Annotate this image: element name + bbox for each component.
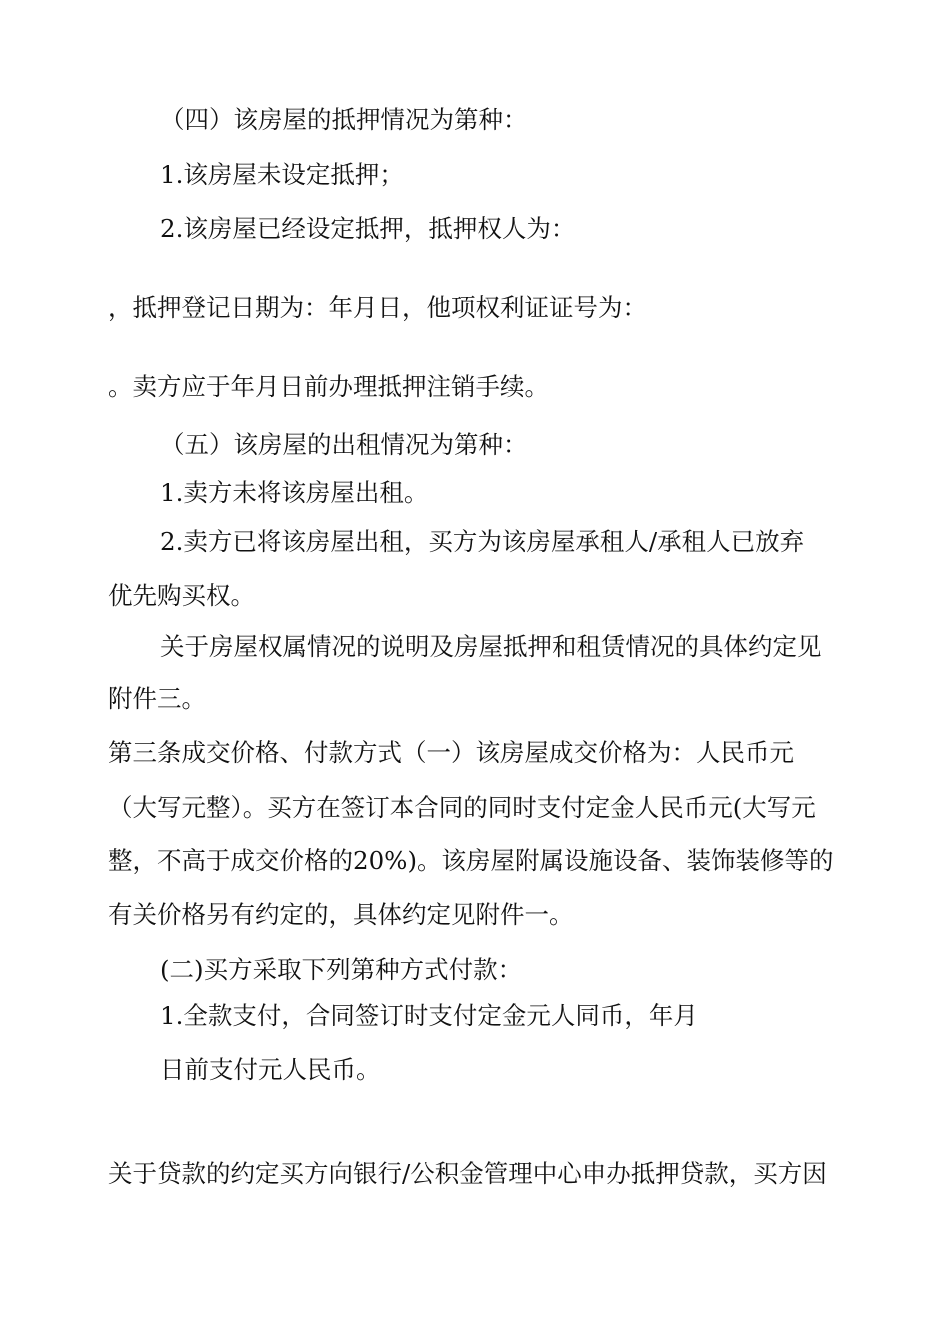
clause-5-option-2-cont: 优先购买权。 (108, 581, 255, 610)
loan-agreement-line: 关于贷款的约定买方向银行/公积金管理中心申办抵押贷款，买方因 (108, 1159, 827, 1188)
article-3-heading: 第三条成交价格、付款方式（一）该房屋成交价格为：人民币元 (108, 738, 794, 767)
mortgage-cancellation-line: 。卖方应于年月日前办理抵押注销手续。 (108, 372, 549, 401)
ownership-note-line: 关于房屋权属情况的说明及房屋抵押和租赁情况的具体约定见 (160, 632, 822, 661)
payment-method-heading: (二)买方采取下列第种方式付款： (160, 955, 523, 984)
payment-option-1-cont: 日前支付元人民币。 (160, 1055, 381, 1084)
article-3-line-4: 有关价格另有约定的，具体约定见附件一。 (108, 900, 574, 929)
clause-5-option-1: 1.卖方未将该房屋出租。 (160, 478, 429, 507)
payment-option-1: 1.全款支付，合同签订时支付定金元人同币，年月 (160, 1001, 698, 1030)
article-3-line-3: 整，不高于成交价格的20%)。该房屋附属设施设备、装饰装修等的 (108, 846, 834, 875)
clause-4-option-1: 1.该房屋未设定抵押； (160, 160, 404, 189)
article-3-line-2: （大写元整）。买方在签订本合同的同时支付定金人民币元(大写元 (108, 793, 816, 822)
clause-5-option-2: 2.卖方已将该房屋出租，买方为该房屋承租人/承租人已放弃 (160, 527, 805, 556)
ownership-note-cont: 附件三。 (108, 684, 206, 713)
mortgage-registration-line: ，抵押登记日期为：年月日，他项权利证证号为： (108, 293, 647, 322)
clause-4-option-2: 2.该房屋已经设定抵押，抵押权人为： (160, 214, 576, 243)
clause-5-heading: （五）该房屋的出租情况为第种： (160, 430, 528, 459)
clause-4-heading: （四）该房屋的抵押情况为第种： (160, 105, 528, 134)
